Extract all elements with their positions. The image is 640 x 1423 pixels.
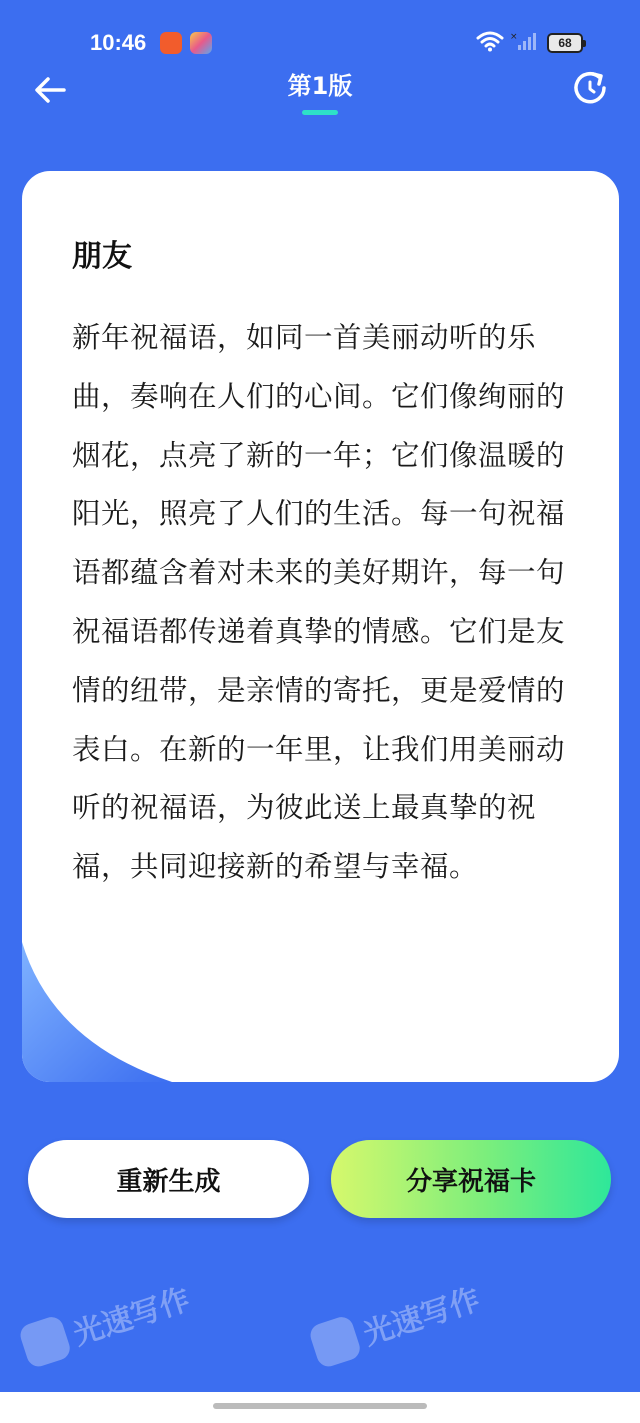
share-card-button[interactable]: [331, 1140, 611, 1218]
header: [0, 60, 640, 130]
card-corner-curl: [22, 922, 202, 1082]
watermark: 光速写作: [17, 1275, 194, 1370]
watermark-logo-icon: [17, 1314, 72, 1369]
status-time: 10:46: [90, 30, 147, 55]
notification-app-icon: [160, 32, 182, 54]
blessing-card: [22, 171, 619, 1082]
cellular-signal-icon: [508, 30, 540, 52]
regenerate-button[interactable]: [28, 1140, 309, 1218]
watermark: 光速写作: [307, 1275, 484, 1370]
home-indicator[interactable]: [213, 1403, 427, 1409]
card-heading: 朋友: [72, 239, 132, 274]
share-card-label: 分享祝福卡: [405, 1166, 536, 1197]
battery-level: 68: [558, 36, 572, 50]
watermark-logo-icon: [307, 1314, 362, 1369]
wifi-icon: [476, 30, 504, 52]
page-title: 第1版: [287, 72, 353, 100]
card-body-text: 新年祝福语，如同一首美丽动听的乐曲，奏响在人们的心间。它们像绚丽的烟花，点亮了新的一年；它们像温暖的阳光，照亮了人们的生活。每一句祝福语都蕴含着对未来的美好期许，每一句祝福语都传递着真挚的情感。它们是友情的纽带，是亲情的寄托，更是爱情的表白。在新的一年里，让我们用美丽动听的祝福语，为彼此送上最真挚的祝福，共同迎接新的希望与幸福。: [72, 321, 566, 884]
notification-app-icon-2: [190, 32, 212, 54]
svg-text:×: ×: [510, 32, 518, 42]
refresh-icon[interactable]: [570, 68, 610, 108]
title-underline: [302, 110, 338, 115]
battery-indicator: [547, 33, 583, 53]
regenerate-label: 重新生成: [116, 1166, 221, 1197]
